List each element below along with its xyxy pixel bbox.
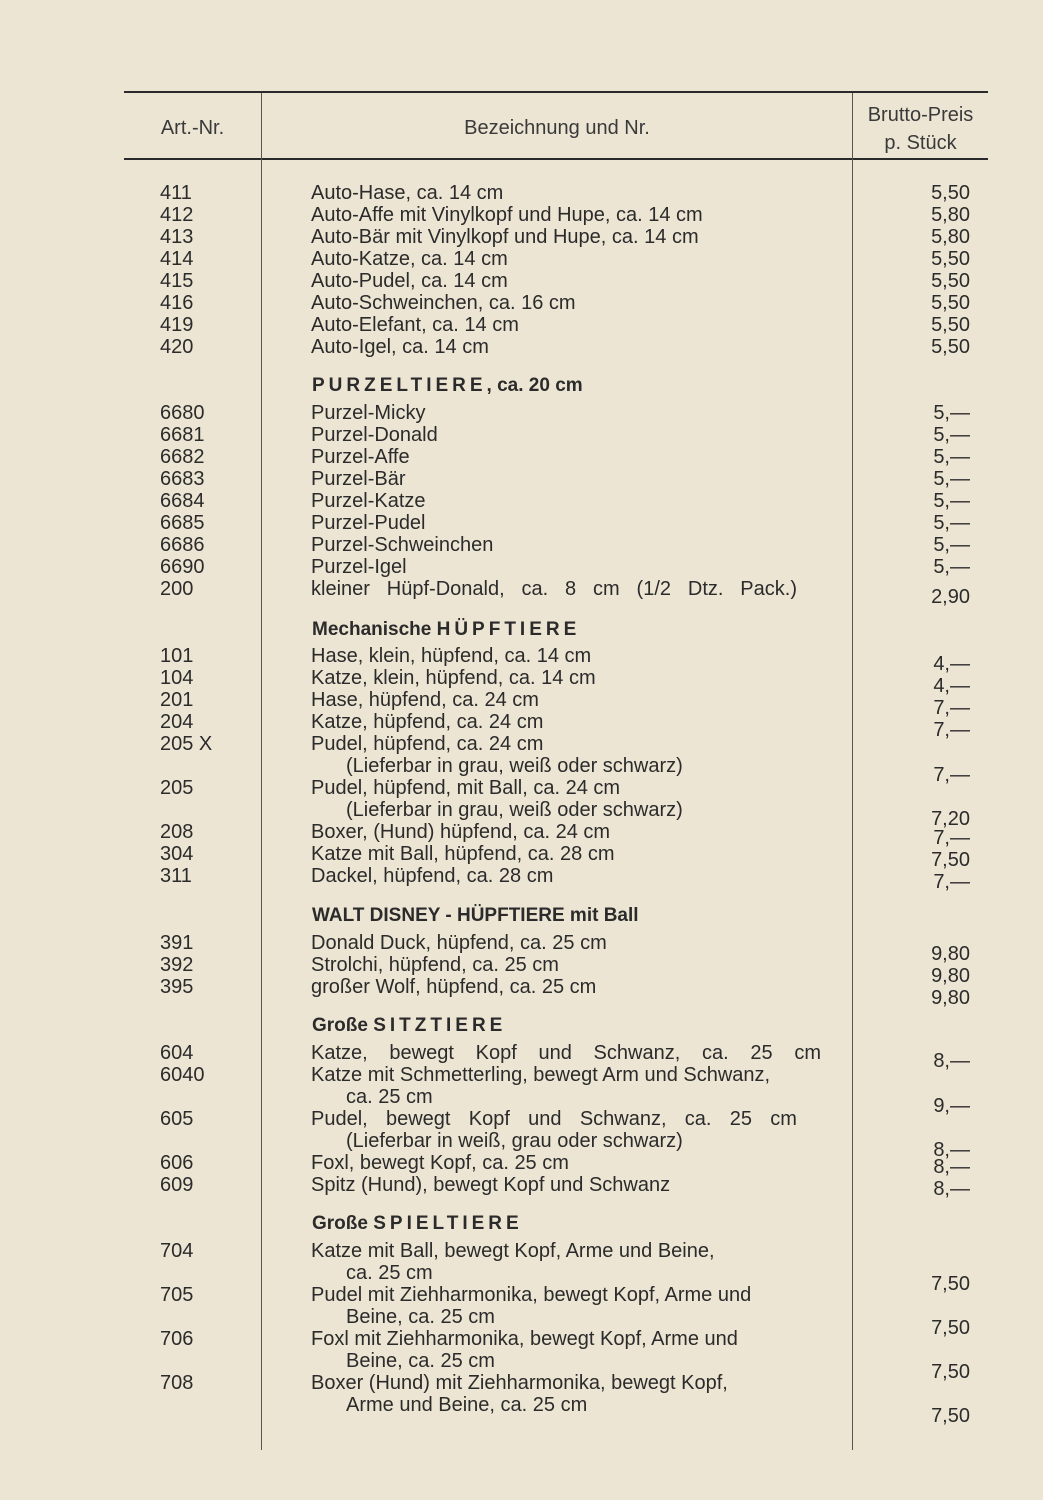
table-row [0,821,1043,849]
section-purzeltiere-title: PURZELTIERE [312,375,487,396]
description-word: 25 [729,1108,752,1130]
table-row [0,182,1043,204]
article-description: Pudel, hüpfend, mit Ball, ca. 24 cm [311,777,621,799]
article-number: 706 [160,1328,194,1350]
article-number: 101 [160,645,194,667]
table-row [0,1130,1043,1161]
article-number: 704 [160,1240,194,1262]
article-number: 6040 [160,1064,205,1086]
article-price: 8,— [933,1156,970,1178]
article-price: 8,— [933,1178,970,1200]
article-number: 6683 [160,468,205,490]
article-description: Katze mit Ball, hüpfend, ca. 28 cm [311,843,615,865]
article-number: 201 [160,689,194,711]
article-number: 415 [160,270,194,292]
article-price: 8,— [933,1050,970,1072]
section-huepftiere-prefix: Mechanische [312,619,437,640]
article-number: 204 [160,711,194,733]
article-description: Foxl mit Ziehharmonika, bewegt Kopf, Arme und [311,1328,738,1350]
table-row [0,402,1043,424]
section-purzeltiere-size: , ca. 20 cm [486,375,583,396]
article-price: 5,— [933,534,970,556]
description-word: cm [593,578,620,600]
article-price: 9,80 [931,987,970,1009]
article-description: Auto-Bär mit Vinylkopf und Hupe, ca. 14 cm [311,226,699,248]
header-preis-line2: p. Stück [884,132,957,154]
article-description: Purzel-Igel [311,556,407,578]
table-row [0,1086,1043,1117]
article-description: Purzel-Katze [311,490,426,512]
article-number: 411 [160,182,192,204]
article-description [311,1108,797,1130]
article-description: Boxer, (Hund) hüpfend, ca. 24 cm [311,821,611,843]
article-price: 4,— [933,675,970,697]
article-description: Auto-Pudel, ca. 14 cm [311,270,508,292]
description-word: ca. [684,1108,712,1130]
description-word: und [538,1042,572,1064]
header-preis-line1: Brutto-Preis [867,104,974,126]
section-huepftiere-title: HÜPFTIERE [436,619,581,640]
article-number: 205 X [160,733,213,755]
description-word: bewegt [389,1042,454,1064]
article-description: Purzel-Affe [311,446,410,468]
article-price: 7,— [933,871,970,893]
article-number: 604 [160,1042,194,1064]
article-price: 7,— [933,697,970,719]
description-word: (1/2 [636,578,672,600]
table-row [0,1042,1043,1072]
article-description: Strolchi, hüpfend, ca. 25 cm [311,954,559,976]
table-row [0,336,1043,358]
article-description: Hase, hüpfend, ca. 24 cm [311,689,539,711]
article-description: Purzel-Bär [311,468,406,490]
article-price: 8,— [933,1139,970,1161]
article-number: 605 [160,1108,194,1130]
table-row [0,292,1043,314]
table-row [0,556,1043,578]
article-description: Katze, hüpfend, ca. 24 cm [311,711,544,733]
description-word: Pudel, [311,1108,368,1130]
article-number: 708 [160,1372,194,1394]
description-word: cm [794,1042,821,1064]
article-price: 7,50 [931,1273,970,1295]
article-description: Auto-Schweinchen, ca. 16 cm [311,292,576,314]
table-row [0,1174,1043,1200]
table-row [0,689,1043,719]
table-row [0,1064,1043,1086]
article-description: Katze, klein, hüpfend, ca. 14 cm [311,667,596,689]
article-number: 205 [160,777,194,799]
article-description: Beine, ca. 25 cm [346,1306,495,1328]
section-purzeltiere [312,374,583,398]
table-row [0,578,1043,608]
article-description: Boxer (Hund) mit Ziehharmonika, bewegt Kopf, [311,1372,728,1394]
article-price: 7,50 [931,1317,970,1339]
article-price: 7,— [933,827,970,849]
section-sitztiere [312,1014,506,1038]
table-row [0,512,1043,534]
article-description: Katze mit Schmetterling, bewegt Arm und Schwanz, [311,1064,771,1086]
table-row [0,667,1043,697]
article-number: 391 [160,932,194,954]
description-word: Hüpf-Donald, [386,578,505,600]
article-description: Auto-Affe mit Vinylkopf und Hupe, ca. 14 cm [311,204,703,226]
article-price: 5,— [933,468,970,490]
article-price: 5,— [933,512,970,534]
article-description: Purzel-Donald [311,424,438,446]
table-row [0,1240,1043,1262]
article-description [311,578,797,600]
article-number: 609 [160,1174,194,1196]
table-row [0,314,1043,336]
table-row [0,711,1043,741]
article-description: Dackel, hüpfend, ca. 28 cm [311,865,554,887]
article-price: 5,50 [931,314,970,336]
table-row [0,865,1043,893]
article-number: 419 [160,314,194,336]
article-description: großer Wolf, hüpfend, ca. 25 cm [311,976,597,998]
header-art-nr: Art.-Nr. [160,117,225,139]
section-walt-disney: WALT DISNEY - HÜPFTIERE mit Ball [312,905,639,926]
article-price: 5,50 [931,248,970,270]
description-word: Schwanz, [593,1042,681,1064]
article-description: Auto-Elefant, ca. 14 cm [311,314,519,336]
header-top-rule [124,91,988,93]
article-number: 606 [160,1152,194,1174]
article-number: 705 [160,1284,194,1306]
article-number: 311 [160,865,192,887]
article-price: 9,— [933,1095,970,1117]
table-row [0,755,1043,786]
article-price: 5,— [933,490,970,512]
article-price: 7,— [933,764,970,786]
article-number: 416 [160,292,194,314]
table-row [0,490,1043,512]
article-description: (Lieferbar in grau, weiß oder schwarz) [346,799,683,821]
table-row [0,1152,1043,1178]
table-row [0,1284,1043,1306]
table-row [0,645,1043,675]
article-description: Purzel-Micky [311,402,426,424]
article-number: 414 [160,248,194,270]
article-price: 5,— [933,556,970,578]
article-number: 420 [160,336,194,358]
description-word: ca. [701,1042,729,1064]
article-description: Pudel, hüpfend, ca. 24 cm [311,733,544,755]
article-number: 6684 [160,490,205,512]
description-word: Kopf [475,1042,517,1064]
article-description: Purzel-Schweinchen [311,534,494,556]
article-price: 7,50 [931,849,970,871]
table-row [0,1328,1043,1350]
article-description: Foxl, bewegt Kopf, ca. 25 cm [311,1152,569,1174]
article-price: 5,50 [931,182,970,204]
table-row [0,1108,1043,1130]
article-price: 5,— [933,424,970,446]
article-description: Donald Duck, hüpfend, ca. 25 cm [311,932,607,954]
section-spieltiere-title: SPIELTIERE [373,1213,523,1234]
description-word: kleiner [311,578,370,600]
article-description: Pudel mit Ziehharmonika, bewegt Kopf, Arme und [311,1284,752,1306]
article-description [311,1042,821,1064]
article-price: 4,— [933,653,970,675]
table-row [0,1394,1043,1427]
description-word: und [528,1108,562,1130]
description-word: Dtz. [687,578,724,600]
article-description: Auto-Igel, ca. 14 cm [311,336,489,358]
description-word: Katze, [311,1042,368,1064]
table-row [0,733,1043,755]
article-number: 6680 [160,402,205,424]
article-number: 6690 [160,556,205,578]
article-description: (Lieferbar in weiß, grau oder schwarz) [346,1130,683,1152]
article-description: Auto-Hase, ca. 14 cm [311,182,504,204]
article-number: 395 [160,976,194,998]
article-number: 412 [160,204,194,226]
description-word: Schwanz, [579,1108,667,1130]
article-number: 6686 [160,534,205,556]
article-number: 104 [160,667,194,689]
table-row [0,446,1043,468]
description-word: 8 [565,578,577,600]
section-huepftiere [312,618,580,642]
table-row [0,204,1043,226]
article-description: ca. 25 cm [346,1086,433,1108]
article-description: (Lieferbar in grau, weiß oder schwarz) [346,755,683,777]
article-description: Hase, klein, hüpfend, ca. 14 cm [311,645,592,667]
article-price: 7,20 [931,808,970,830]
article-description: Auto-Katze, ca. 14 cm [311,248,508,270]
article-price: 2,90 [931,586,970,608]
article-price: 5,50 [931,292,970,314]
table-row [0,534,1043,556]
description-word: Kopf [468,1108,510,1130]
article-description: Purzel-Pudel [311,512,426,534]
description-word: Pack.) [740,578,797,600]
article-number: 413 [160,226,194,248]
description-word: cm [770,1108,797,1130]
table-row [0,424,1043,446]
section-sitztiere-title: SITZTIERE [373,1015,507,1036]
article-price: 7,— [933,719,970,741]
section-sitztiere-prefix: Große [312,1015,374,1036]
section-spieltiere-prefix: Große [312,1213,374,1234]
article-price: 5,80 [931,226,970,248]
article-price: 9,80 [931,943,970,965]
article-number: 6685 [160,512,205,534]
article-description: Arme und Beine, ca. 25 cm [346,1394,588,1416]
article-price: 5,— [933,446,970,468]
table-row [0,976,1043,1009]
article-price: 5,— [933,402,970,424]
article-number: 392 [160,954,194,976]
table-row [0,468,1043,490]
article-price: 7,50 [931,1405,970,1427]
article-price: 5,50 [931,336,970,358]
article-description: ca. 25 cm [346,1262,433,1284]
description-word: bewegt [385,1108,451,1130]
header-brutto-preis [853,103,988,155]
header-bottom-rule [124,158,988,160]
article-number: 6681 [160,424,205,446]
article-description: Beine, ca. 25 cm [346,1350,495,1372]
table-row [0,226,1043,248]
table-row [0,799,1043,830]
table-row [0,270,1043,292]
article-price: 5,80 [931,204,970,226]
header-bezeichnung: Bezeichnung und Nr. [464,117,650,139]
table-row [0,248,1043,270]
article-number: 200 [160,578,194,600]
article-price: 7,50 [931,1361,970,1383]
article-description: Katze mit Ball, bewegt Kopf, Arme und Beine, [311,1240,715,1262]
article-price: 5,50 [931,270,970,292]
article-number: 304 [160,843,194,865]
description-word: ca. [521,578,549,600]
table-row [0,843,1043,871]
description-word: 25 [750,1042,773,1064]
article-description: Spitz (Hund), bewegt Kopf und Schwanz [311,1174,671,1196]
article-price: 9,80 [931,965,970,987]
article-number: 6682 [160,446,205,468]
table-row [0,777,1043,799]
section-spieltiere [312,1212,523,1236]
article-number: 208 [160,821,194,843]
table-row [0,1372,1043,1394]
